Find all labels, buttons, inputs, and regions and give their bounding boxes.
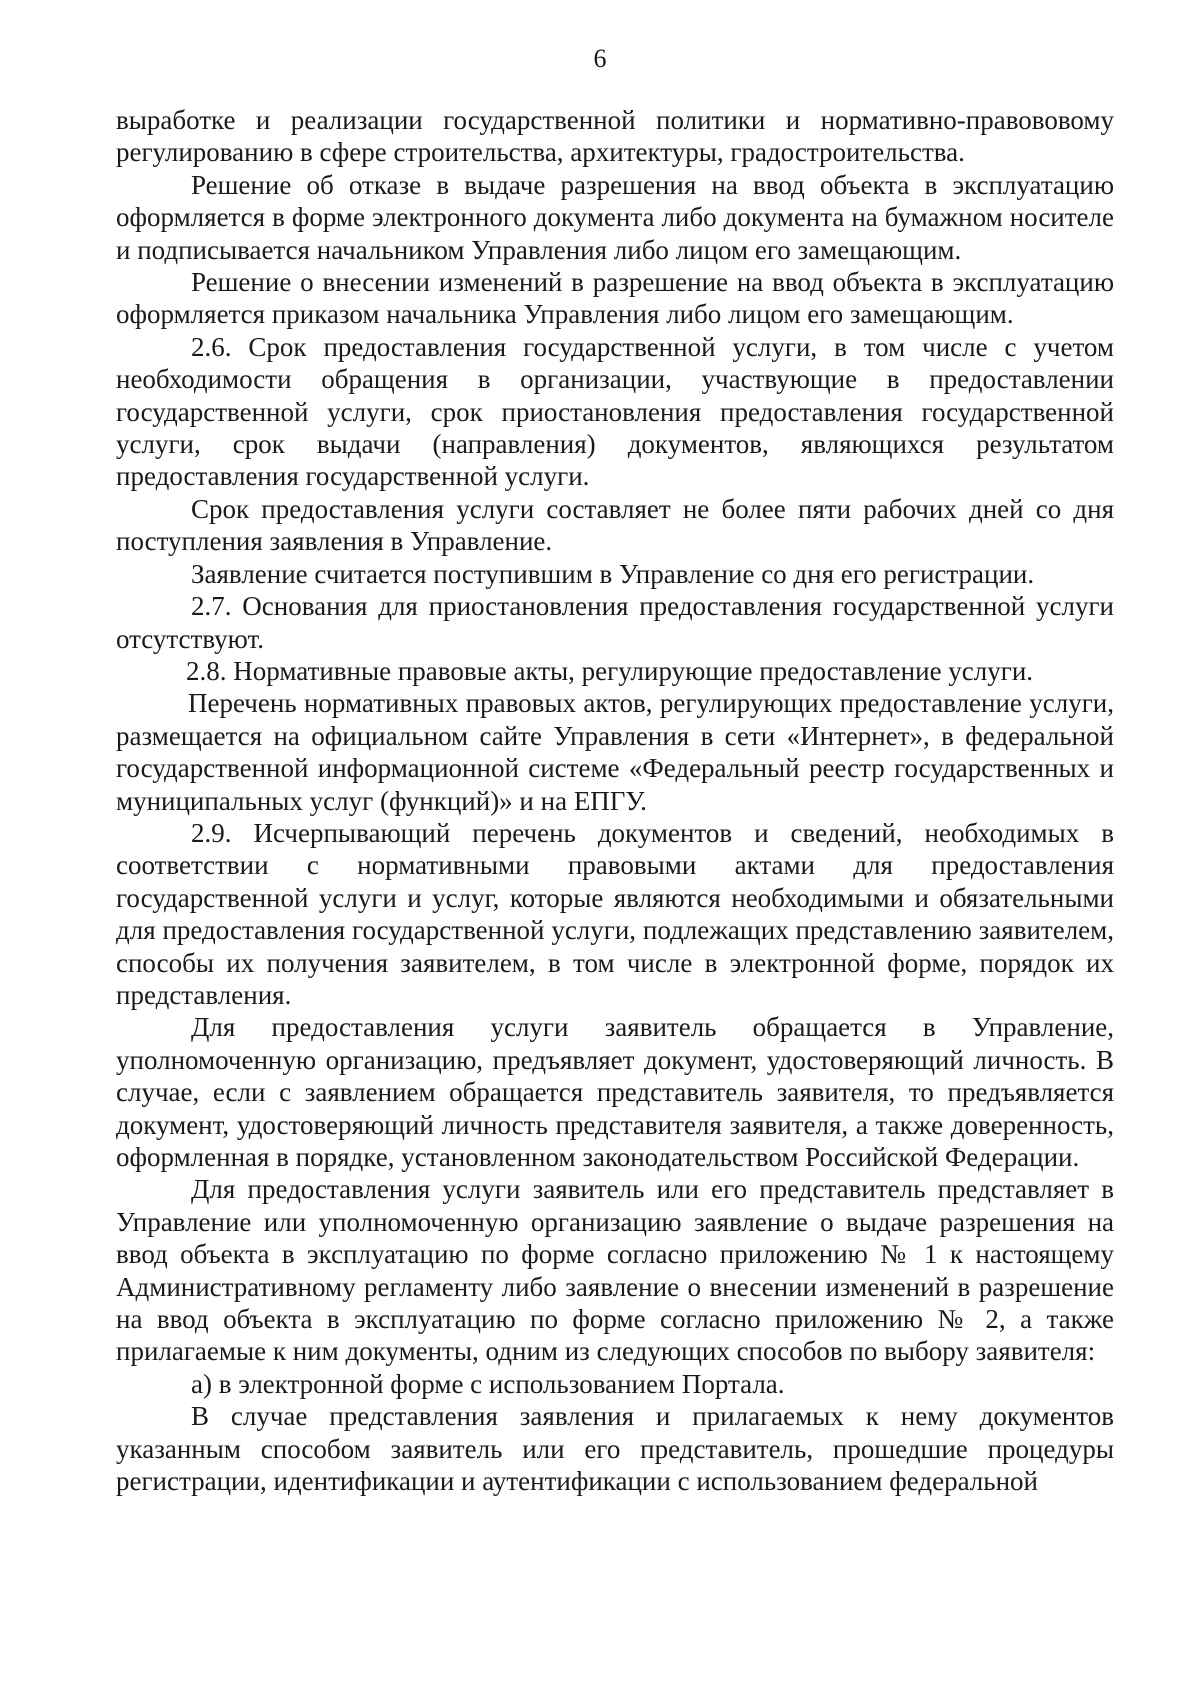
paragraph-10: 2.9. Исчерпывающий перечень документов и сведений, необходимых в соответствии с нормативными правовыми актами для предоставления государственной услуги и услуг, которые являются необходимыми и обязательными для предоставления государственной услуги, подлежащих представлению заявителем, способы их получения заявителем, в том числе в электронной форме, порядок их представления. — [116, 817, 1114, 1010]
paragraph-4: 2.6. Срок предоставления государственной услуги, в том числе с учетом необходимости обращения в организации, участвующие в предоставлении государственной услуги, срок приостановления предоставления государственной услуги, срок выдачи (направления) документов, являющихся результатом предоставления государственной услуги. — [116, 331, 1114, 492]
paragraph-14: В случае представления заявления и прилагаемых к нему документов указанным способом заявитель или его представитель, прошедшие процедуры регистрации, идентификации и аутентификации с использованием федеральной — [116, 1401, 1114, 1497]
paragraph-8: 2.8. Нормативные правовые акты, регулирующие предоставление услуги. — [186, 655, 1034, 686]
document-body — [116, 104, 1114, 1497]
paragraph-5: Срок предоставления услуги составляет не более пяти рабочих дней со дня поступления заявления в Управление. — [116, 493, 1114, 557]
paragraph-6: Заявление считается поступившим в Управление со дня его регистрации. — [191, 558, 1035, 589]
paragraph-2: Решение об отказе в выдаче разрешения на ввод объекта в эксплуатацию оформляется в форме электронного документа либо документа на бумажном носителе и подписывается начальником Управления либо лицом его замещающим. — [116, 169, 1114, 265]
paragraph-13: а) в электронной форме с использованием Портала. — [191, 1368, 785, 1399]
paragraph-12: Для предоставления услуги заявитель или его представитель представляет в Управление или уполномоченную организацию заявление о выдаче разрешения на ввод объекта в эксплуатацию по форме согласно приложению № 1 к настоящему Административному регламенту либо заявление о внесении изменений в разрешение на ввод объекта в эксплуатацию по форме согласно приложению № 2, а также прилагаемые к ним документы, одним из следующих способов по выбору заявителя: — [116, 1174, 1114, 1367]
paragraph-3: Решение о внесении изменений в разрешение на ввод объекта в эксплуатацию оформляется приказом начальника Управления либо лицом его замещающим. — [116, 267, 1114, 330]
paragraph-11: Для предоставления услуги заявитель обращается в Управление, уполномоченную организацию, предъявляет документ, удостоверяющий личность. В случае, если с заявлением обращается представитель заявителя, то предъявляется документ, удостоверяющий личность представителя заявителя, а также доверенность, оформленная в порядке, установленном законодательством Российской Федерации. — [116, 1012, 1114, 1172]
paragraph-9: Перечень нормативных правовых актов, регулирующих предоставление услуги, размещается на официальном сайте Управления в сети «Интернет», в федеральной государственной информационной системе «Федеральный реестр государственных и муниципальных услуг (функций)» и на ЕПГУ. — [116, 688, 1114, 816]
page-number: 6 — [593, 44, 607, 73]
paragraph-1: выработке и реализации государственной политики и нормативно-правововому регулированию в сфере строительства, архитектуры, градостроительства. — [116, 105, 1114, 168]
paragraph-7: 2.7. Основания для приостановления предоставления государственной услуги отсутствуют. — [116, 591, 1114, 654]
